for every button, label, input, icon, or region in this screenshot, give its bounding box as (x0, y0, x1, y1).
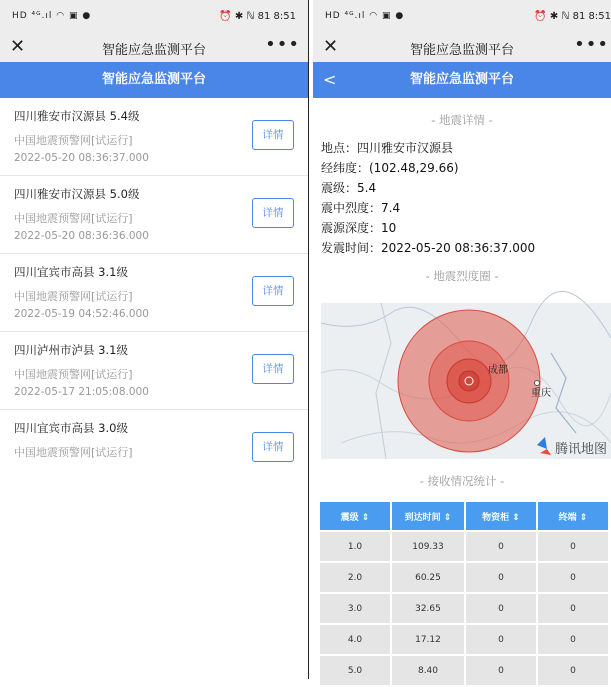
close-icon[interactable]: ✕ (10, 36, 26, 57)
cell-magnitude: 3.0 (320, 594, 390, 623)
more-icon[interactable]: ••• (574, 34, 609, 55)
cell-arrival-time: 32.65 (392, 594, 464, 623)
cell-magnitude: 5.0 (320, 656, 390, 685)
list-item (0, 332, 308, 410)
detail-button[interactable]: 详情 (252, 354, 294, 384)
col-header-magnitude[interactable]: 震级 ⇕ (320, 502, 390, 530)
item-source: 中国地震预警网[试运行] (14, 134, 133, 147)
col-header-terminal[interactable]: 终端 ⇕ (538, 502, 608, 530)
item-time: 2022-05-20 08:36:37.000 (14, 152, 149, 164)
item-time: 2022-05-19 04:52:46.000 (14, 308, 149, 320)
map-label-chengdu: 成都 (488, 365, 508, 376)
coords-text: 经纬度：(102.48,29.66) (321, 161, 459, 175)
table-row (320, 532, 608, 561)
time-text: 发震时间：2022-05-20 08:36:37.000 (321, 241, 536, 255)
item-title: 四川宜宾市高县 3.0级 (14, 421, 128, 435)
stats-table (318, 500, 610, 687)
more-icon[interactable]: ••• (265, 34, 300, 55)
close-icon[interactable]: ✕ (323, 36, 339, 57)
item-title: 四川雅安市汉源县 5.0级 (14, 187, 140, 201)
item-time: 2022-05-17 21:05:08.000 (14, 386, 149, 398)
status-icons-right: ⏰ ✱ ℕ 81 8:51 (534, 11, 611, 22)
cell-terminal: 0 (538, 532, 608, 561)
status-bar (313, 0, 611, 34)
detail-info (313, 138, 611, 258)
earthquake-list (0, 98, 308, 459)
status-icons-left: HD ⁴ᴳ.ıl ◠ ▣ ● (325, 11, 405, 21)
list-item (0, 98, 308, 176)
item-time: 2022-05-20 08:36:36.000 (14, 230, 149, 242)
stats-section-title: - 接收情况统计 - (419, 474, 505, 488)
list-item (0, 410, 308, 459)
col-header-arrival-time[interactable]: 到达时间 ⇕ (392, 502, 464, 530)
table-row (320, 594, 608, 623)
cell-arrival-time: 60.25 (392, 563, 464, 592)
location-text: 地点：四川雅安市汉源县 (321, 141, 454, 155)
page-title: 智能应急监测平台 (409, 43, 514, 58)
col-header-supply-cabinet[interactable]: 物资柜 ⇕ (466, 502, 536, 530)
stats-table-wrap (318, 500, 610, 687)
status-icons-right: ⏰ ✱ ℕ 81 8:51 (219, 11, 296, 22)
cell-supply-cabinet: 0 (466, 532, 536, 561)
title-bar (313, 34, 611, 62)
cell-terminal: 0 (538, 656, 608, 685)
item-source: 中国地震预警网[试运行] (14, 368, 133, 381)
cell-magnitude: 1.0 (320, 532, 390, 561)
detail-button[interactable]: 详情 (252, 432, 294, 462)
map-brand-label: 腾讯地图 (555, 442, 608, 457)
map-canvas (321, 303, 611, 459)
item-source: 中国地震预警网[试运行] (14, 212, 133, 225)
banner (313, 62, 611, 98)
item-title: 四川宜宾市高县 3.1级 (14, 265, 128, 279)
depth-text: 震源深度：10 (321, 221, 397, 235)
table-row (320, 625, 608, 654)
cell-arrival-time: 8.40 (392, 656, 464, 685)
status-icons-left: HD ⁴ᴳ.ıl ◠ ▣ ● (12, 11, 92, 21)
list-item (0, 254, 308, 332)
map-section-title: - 地震烈度圈 - (425, 269, 499, 283)
item-source: 中国地震预警网[试运行] (14, 446, 133, 459)
item-source: 中国地震预警网[试运行] (14, 290, 133, 303)
cell-magnitude: 4.0 (320, 625, 390, 654)
detail-section-title: - 地震详情 - (431, 113, 493, 127)
cell-supply-cabinet: 0 (466, 656, 536, 685)
table-row (320, 563, 608, 592)
cell-supply-cabinet: 0 (466, 625, 536, 654)
cell-supply-cabinet: 0 (466, 594, 536, 623)
back-icon[interactable]: < (323, 70, 337, 89)
intensity-map[interactable] (321, 303, 611, 459)
intensity-text: 震中烈度：7.4 (321, 201, 401, 215)
cell-supply-cabinet: 0 (466, 563, 536, 592)
table-header-row (320, 502, 608, 530)
banner-title: 智能应急监测平台 (409, 72, 514, 87)
cell-terminal: 0 (538, 563, 608, 592)
status-bar (0, 0, 308, 34)
cell-arrival-time: 17.12 (392, 625, 464, 654)
detail-screen (313, 0, 611, 679)
map-label-chongqing: 重庆 (531, 388, 551, 399)
list-item (0, 176, 308, 254)
table-row (320, 656, 608, 685)
banner-title: 智能应急监测平台 (101, 72, 206, 87)
detail-button[interactable]: 详情 (252, 120, 294, 150)
detail-button[interactable]: 详情 (252, 276, 294, 306)
cell-terminal: 0 (538, 594, 608, 623)
item-title: 四川泸州市泸县 3.1级 (14, 343, 128, 357)
cell-terminal: 0 (538, 625, 608, 654)
title-bar (0, 34, 308, 62)
list-screen (0, 0, 309, 679)
cell-magnitude: 2.0 (320, 563, 390, 592)
cell-arrival-time: 109.33 (392, 532, 464, 561)
banner (0, 62, 308, 98)
magnitude-text: 震级：5.4 (321, 181, 377, 195)
page-title: 智能应急监测平台 (101, 43, 206, 58)
item-title: 四川雅安市汉源县 5.4级 (14, 109, 140, 123)
detail-button[interactable]: 详情 (252, 198, 294, 228)
